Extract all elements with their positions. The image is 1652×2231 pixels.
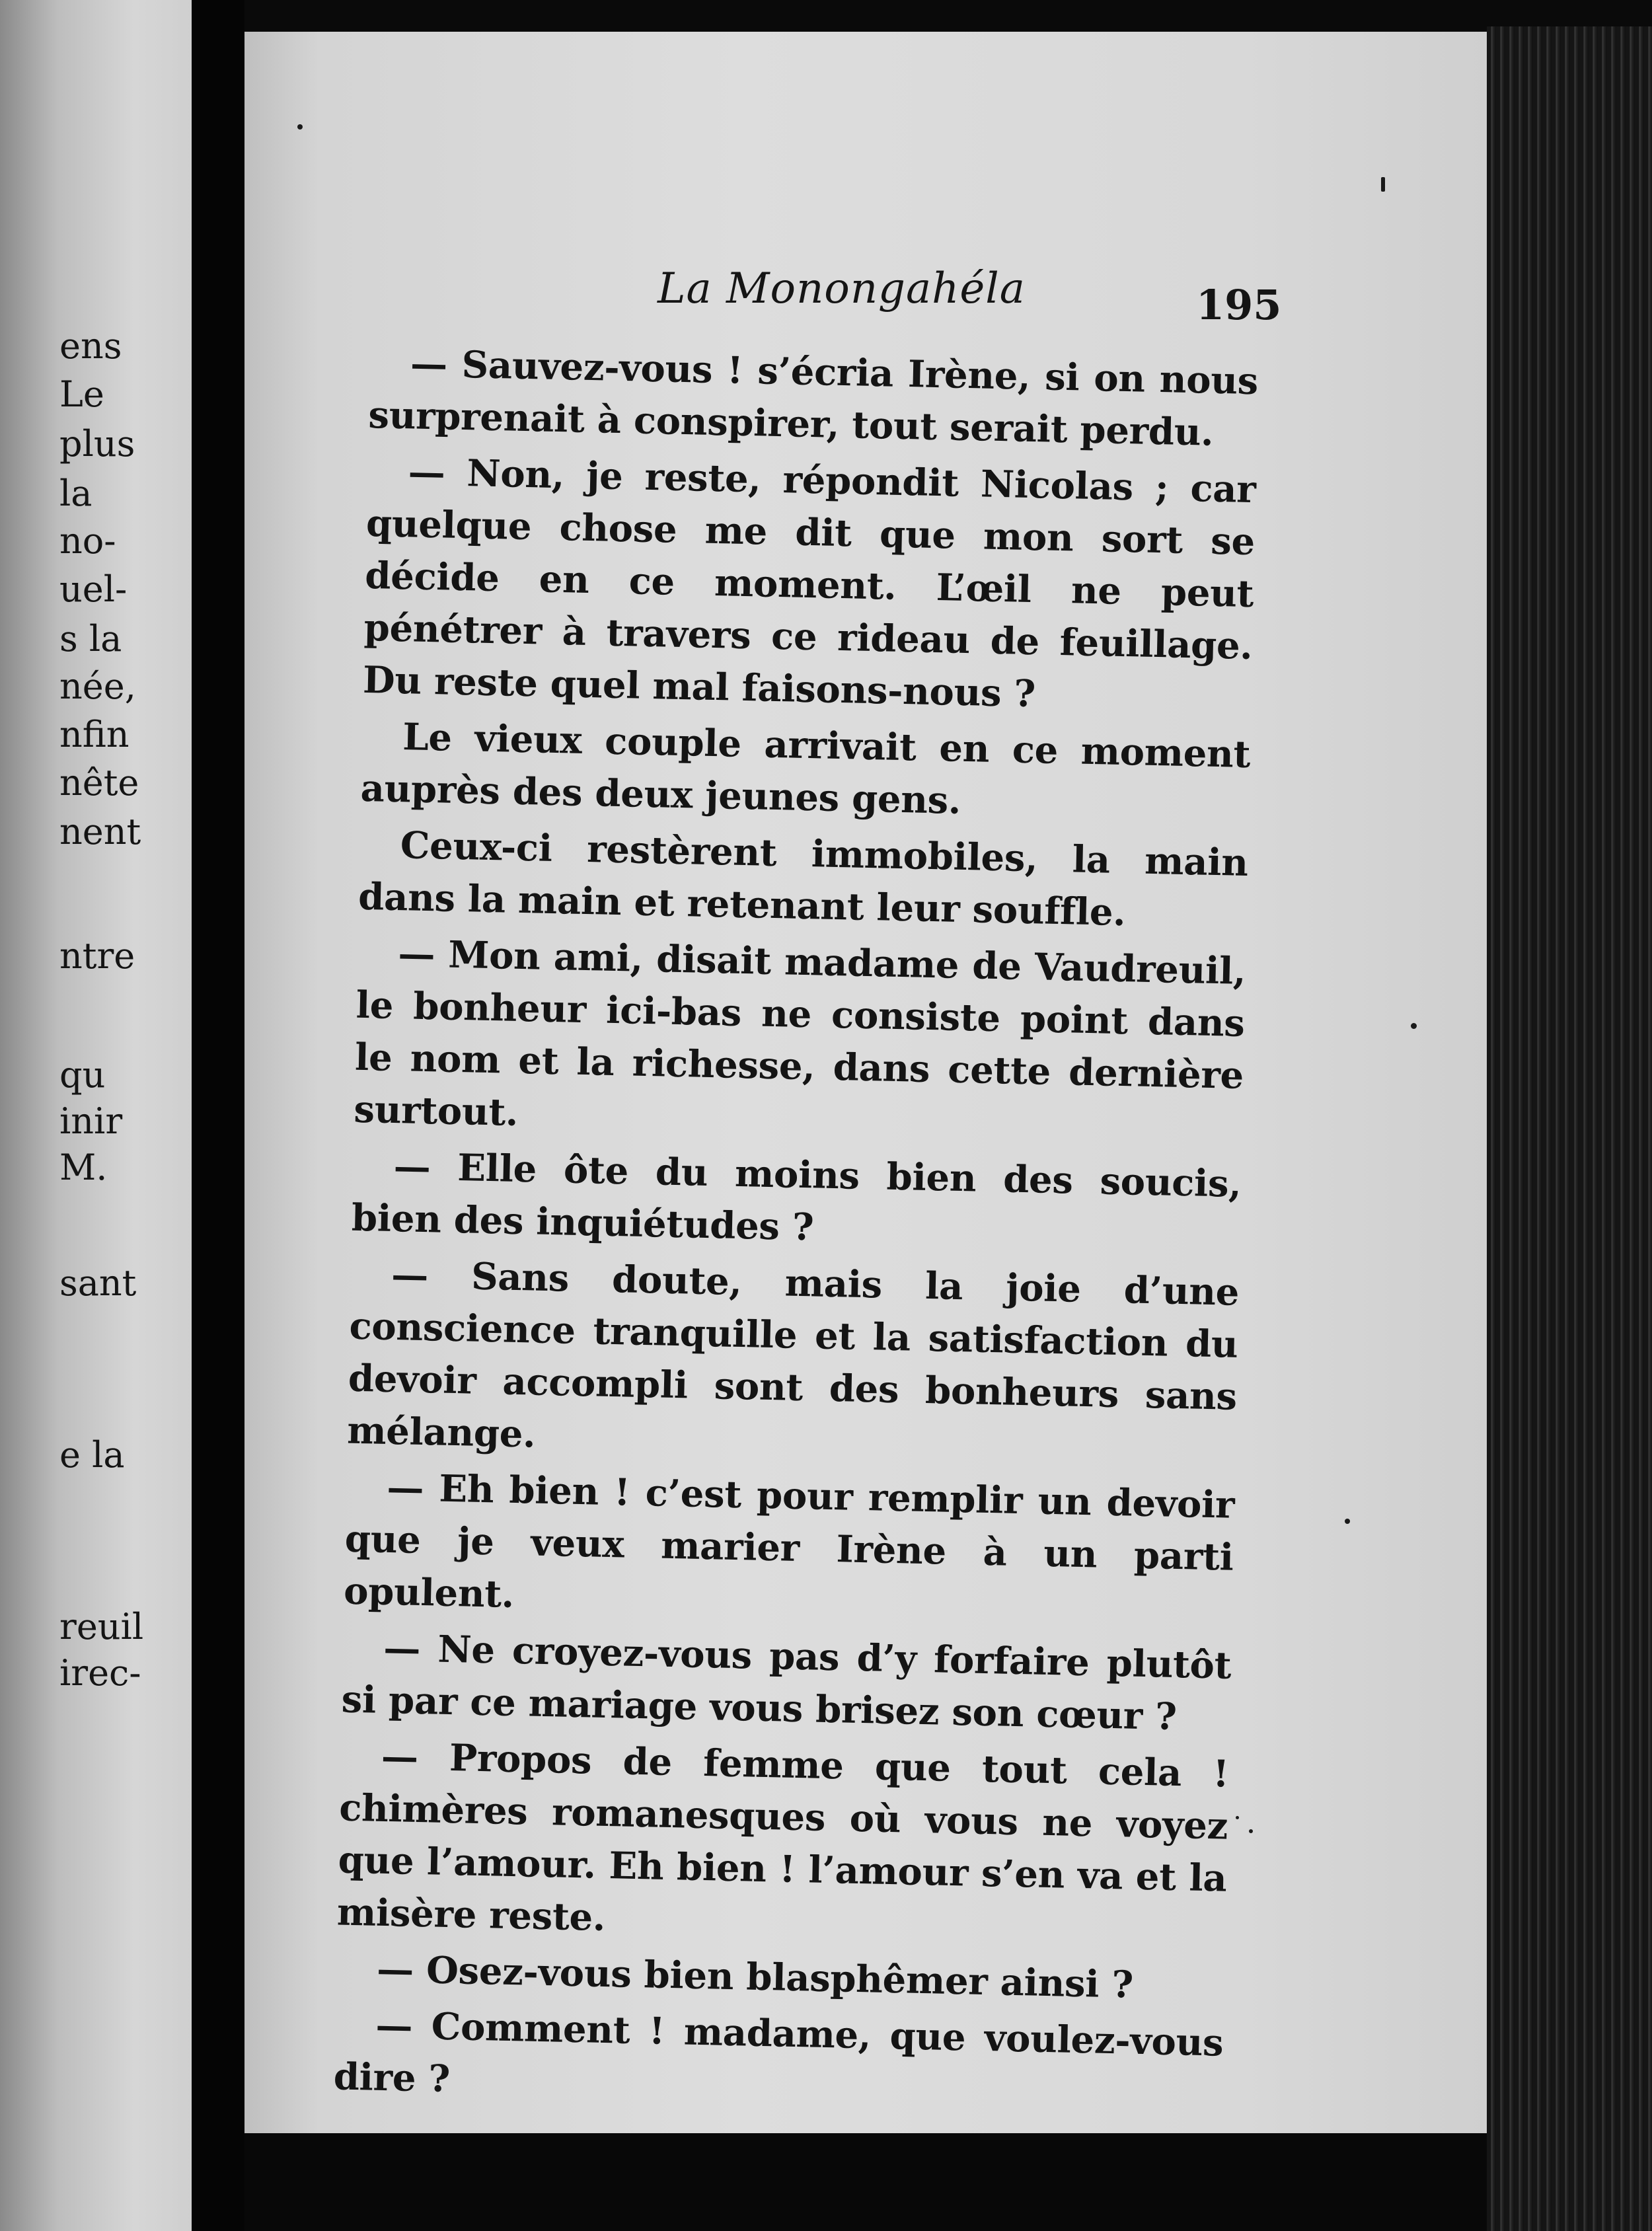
left-page-line: e la	[59, 1434, 125, 1476]
left-page-line: M.	[59, 1147, 108, 1188]
left-page-line: no-	[59, 520, 116, 562]
paragraph: — Elle ôte du moins bien des soucis, bien des inquiétudes ?	[351, 1145, 1242, 1250]
left-page-line: inir	[59, 1100, 123, 1142]
left-page-line: reuil	[59, 1606, 144, 1647]
paper-speck	[1345, 1519, 1350, 1524]
paragraph: — Sans doute, mais la joie d’une conscience tranquille et la satisfaction du devoir accompli sont des bonheurs sans mélange.	[346, 1252, 1240, 1456]
left-page-line: la	[59, 473, 93, 514]
paper-speck	[1249, 1829, 1253, 1833]
page-number: 195	[1196, 281, 1282, 329]
left-page-line: ens	[59, 325, 122, 367]
left-page-fragment	[0, 0, 192, 2231]
left-page-line: nfin	[59, 714, 130, 755]
left-page-line: qu	[59, 1054, 106, 1096]
left-page-line: plus	[59, 423, 135, 465]
paragraph: Ceux-ci restèrent immobiles, la main dans la main et retenant leur souffle.	[357, 823, 1249, 935]
paper-speck	[1411, 1023, 1417, 1029]
paragraph: — Mon ami, disait madame de Vaudreuil, le bonheur ici-bas ne consiste point dans le nom et la richesse, dans cette dernière surtout.	[353, 932, 1246, 1135]
bottom-shadow	[244, 2133, 1487, 2231]
paragraph: — Ne croyez-vous pas d’y forfaire plutôt si par ce mariage vous brisez son cœur ?	[341, 1626, 1232, 1739]
left-page-line: ntre	[59, 935, 135, 977]
paper-speck	[1236, 1816, 1239, 1819]
paragraph: — Osez-vous bien blasphêmer ainsi ?	[376, 1947, 1134, 2007]
left-page-line: née,	[59, 665, 136, 707]
left-page-line: nent	[59, 811, 141, 852]
paragraph: — Comment ! madame, que voulez-vous dire ?	[333, 2003, 1224, 2101]
body-text	[333, 337, 1259, 2126]
left-page-line: sant	[59, 1262, 137, 1304]
paragraph: — Eh bien ! c’est pour remplir un devoir que je veux marier Irène à un parti opulent.	[343, 1465, 1235, 1616]
paragraph: — Propos de femme que tout cela ! chimères romanesques où vous ne voyez que l’amour. Eh bien ! l’amour s’en va et la misère reste.	[336, 1734, 1230, 1940]
running-title: La Monongahéla	[657, 264, 1026, 313]
book-gutter	[192, 0, 244, 2231]
left-page-line: uel-	[59, 568, 128, 610]
paper-speck	[297, 124, 303, 130]
left-page-line: s la	[59, 618, 122, 660]
paper-speck	[1381, 177, 1385, 192]
paragraph: — Non, je reste, répondit Nicolas ; car quelque chose me dit que mon sort se décide en ce moment. L’œil ne peut pénétrer à travers ce rideau de feuillage. Du reste quel mal faisons-nous ?	[362, 450, 1257, 716]
left-page-line: irec-	[59, 1652, 141, 1694]
left-page-line: Le	[59, 373, 104, 415]
left-page-line: nête	[59, 762, 139, 804]
paragraph: Le vieux couple arrivait en ce moment auprès des deux jeunes gens.	[360, 715, 1251, 823]
book-page-edges	[1487, 26, 1652, 2231]
paragraph: — Sauvez-vous ! s’écria Irène, si on nous surprenait à conspirer, tout serait perdu.	[367, 342, 1259, 455]
